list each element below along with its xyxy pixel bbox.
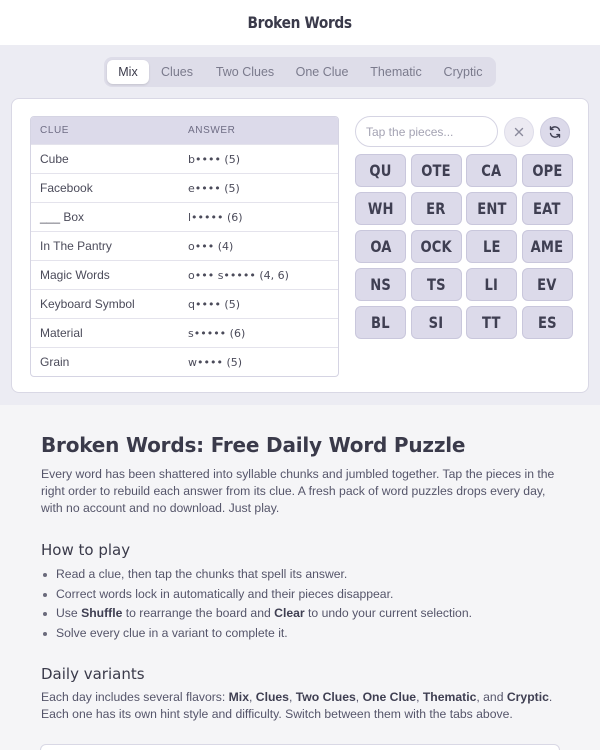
list-item: Read a clue, then tap the chunks that spell its answer. <box>56 567 576 587</box>
piece-tile[interactable] <box>411 192 462 225</box>
text: Use <box>56 606 82 620</box>
text: , and <box>476 690 507 704</box>
table-row <box>31 347 338 376</box>
clue-cell: Magic Words <box>40 268 110 282</box>
piece-label: TS <box>426 275 446 294</box>
piece-tile[interactable] <box>355 154 406 187</box>
list-item: Solve every clue in a variant to complete it. <box>56 626 576 646</box>
piece-label: WH <box>367 199 394 218</box>
table-row <box>31 260 338 289</box>
variant-tabs <box>104 57 496 87</box>
piece-tile[interactable] <box>522 192 573 225</box>
piece-tile[interactable] <box>355 230 406 263</box>
piece-label: BL <box>371 313 390 332</box>
piece-label: ES <box>537 313 557 332</box>
piece-label: AME <box>530 237 564 256</box>
piece-tile[interactable] <box>411 154 462 187</box>
text: , <box>416 690 423 704</box>
table-row <box>31 144 338 173</box>
piece-tile[interactable] <box>411 306 462 339</box>
piece-label: QU <box>369 161 392 180</box>
piece-label: ER <box>426 199 446 218</box>
table-row <box>31 231 338 260</box>
tab-one-clue[interactable]: One Clue <box>295 65 349 79</box>
table-row <box>31 202 338 231</box>
list-item: Correct words lock in automatically and their pieces disappear. <box>56 587 576 607</box>
piece-label: OCK <box>420 237 452 256</box>
answer-cell: l••••• (6) <box>188 210 243 224</box>
answer-cell: q•••• (5) <box>188 297 241 311</box>
text: . Each one has its own hint style and difficulty. Switch between them with the tabs above. <box>41 690 553 721</box>
clue-cell: ___ Box <box>40 210 85 224</box>
answer-cell: w•••• (5) <box>188 355 243 369</box>
piece-tile[interactable] <box>522 154 573 187</box>
variants-heading: Daily variants <box>41 665 145 683</box>
piece-tile[interactable] <box>411 230 462 263</box>
variant-name: Thematic <box>422 690 477 704</box>
piece-label: EV <box>537 275 558 294</box>
piece-tile[interactable] <box>411 268 462 301</box>
clear-keyword: Clear <box>274 606 305 620</box>
piece-tile[interactable] <box>355 192 406 225</box>
text: , <box>288 690 296 704</box>
piece-label: SI <box>428 313 444 332</box>
shuffle-keyword: Shuffle <box>81 606 123 620</box>
table-row <box>31 173 338 202</box>
piece-tile[interactable] <box>466 268 517 301</box>
piece-label: TT <box>482 313 501 332</box>
piece-label: EAT <box>533 199 562 218</box>
selection-input[interactable] <box>355 116 498 147</box>
piece-label: LI <box>484 275 499 294</box>
clue-cell: Keyboard Symbol <box>40 297 135 311</box>
piece-tile[interactable] <box>522 268 573 301</box>
tab-cryptic[interactable]: Cryptic <box>443 65 483 79</box>
answer-cell: e•••• (5) <box>188 181 240 195</box>
answer-cell: o••• (4) <box>188 239 234 253</box>
pieces-grid <box>355 154 573 339</box>
piece-tile[interactable] <box>522 306 573 339</box>
refresh-icon <box>548 125 562 139</box>
table-row <box>31 289 338 318</box>
answer-cell: b•••• (5) <box>188 152 241 166</box>
shuffle-button[interactable] <box>540 117 570 147</box>
piece-label: ENT <box>476 199 507 218</box>
piece-tile[interactable] <box>466 230 517 263</box>
piece-label: OTE <box>421 161 451 180</box>
table-header <box>31 117 338 144</box>
clue-column-header: CLUE <box>40 125 70 136</box>
tab-clues[interactable]: Clues <box>161 65 193 79</box>
clear-button[interactable] <box>504 117 534 147</box>
table-row <box>31 318 338 347</box>
answer-cell: o••• s••••• (4, 6) <box>188 268 289 282</box>
piece-tile[interactable] <box>355 268 406 301</box>
piece-tile[interactable] <box>466 306 517 339</box>
variant-name: Cryptic <box>506 690 549 704</box>
how-to-list <box>56 567 576 645</box>
piece-label: OA <box>369 237 392 256</box>
tab-two-clues[interactable]: Two Clues <box>215 65 275 79</box>
variant-name: Mix <box>228 690 249 704</box>
how-to-heading: How to play <box>41 541 131 559</box>
tab-mix[interactable]: Mix <box>107 60 149 84</box>
puzzle-card <box>11 98 589 393</box>
text: , <box>248 690 256 704</box>
app-title: Broken Words <box>247 13 353 32</box>
next-section-card <box>40 744 560 750</box>
piece-label: NS <box>370 275 391 294</box>
list-item <box>56 606 576 626</box>
piece-tile[interactable] <box>466 192 517 225</box>
variant-name: Two Clues <box>295 690 356 704</box>
variant-name: Clues <box>255 690 289 704</box>
piece-tile[interactable] <box>466 154 517 187</box>
variant-name: One Clue <box>362 690 417 704</box>
article-intro: Every word has been shattered into syllable chunks and jumbled together. Tap the pieces in the right order to rebuild each answer from its clue. A fresh pack of word puzzles drops every day, with no account and no download. Just play. <box>41 467 555 515</box>
variants-text <box>41 689 561 723</box>
clue-cell: Cube <box>40 152 69 166</box>
clue-cell: Grain <box>40 355 70 369</box>
article-title: Broken Words: Free Daily Word Puzzle <box>41 433 466 457</box>
piece-label: LE <box>482 237 501 256</box>
answer-column-header: ANSWER <box>188 125 236 136</box>
text: Each day includes several flavors: <box>41 690 229 704</box>
tab-thematic[interactable]: Thematic <box>370 65 422 79</box>
piece-label: OPE <box>532 161 563 180</box>
text: to undo your current selection. <box>304 606 472 620</box>
piece-tile[interactable] <box>522 230 573 263</box>
game-area <box>0 45 600 405</box>
clue-cell: Facebook <box>40 181 93 195</box>
piece-label: CA <box>481 161 502 180</box>
close-icon <box>514 127 524 137</box>
top-bar <box>0 0 600 45</box>
article <box>0 405 600 750</box>
clue-table <box>30 116 339 377</box>
text: to rearrange the board and <box>122 606 275 620</box>
clue-cell: In The Pantry <box>40 239 112 253</box>
text: , <box>355 690 363 704</box>
piece-tile[interactable] <box>355 306 406 339</box>
clue-cell: Material <box>40 326 83 340</box>
answer-cell: s••••• (6) <box>188 326 246 340</box>
